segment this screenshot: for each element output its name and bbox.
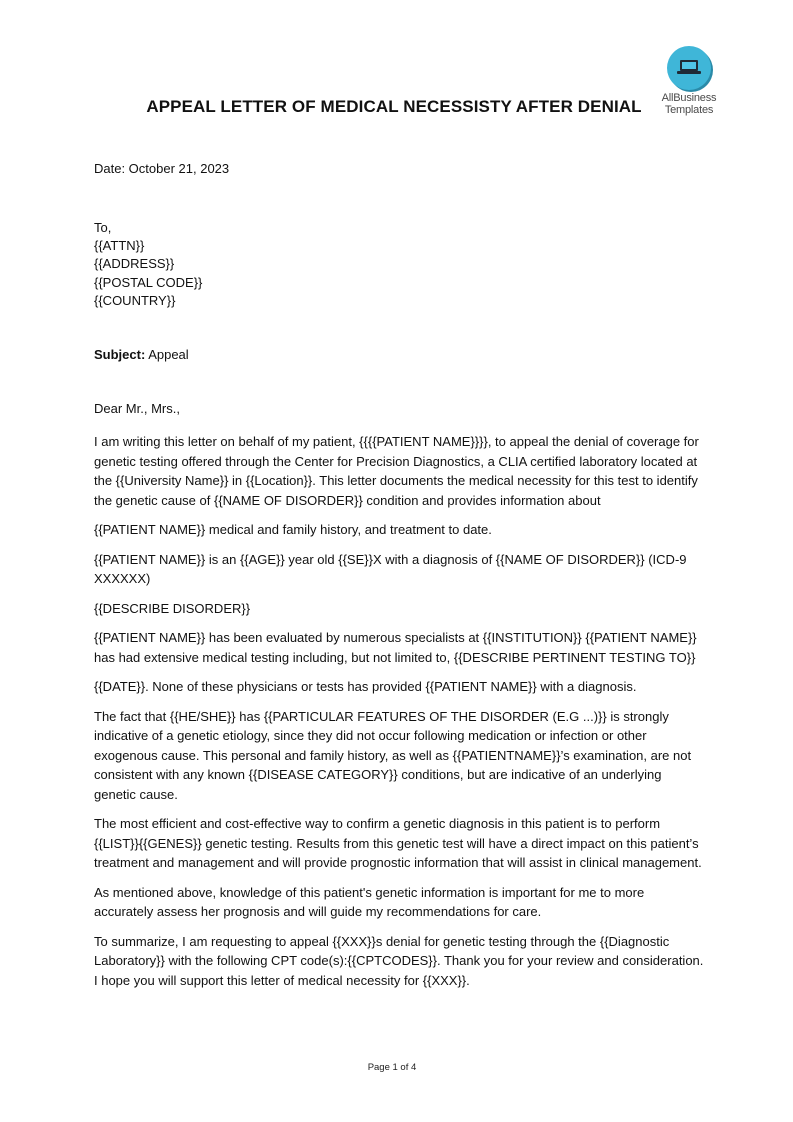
body-paragraph: I am writing this letter on behalf of my patient, {{{{PATIENT NAME}}}}, to appeal the denial of coverage for genetic testing offered through the Center for Precision Diagnostics, a CLIA certified laboratory located at the {{University Name}} in {{Location}}. This letter documents the medical necessity for this test to identify the genetic cause of {{NAME OF DISORDER}} condition and provides information about (94, 434, 699, 508)
body-paragraph: The most efficient and cost-effective way to confirm a genetic diagnosis in this patient is to perform {{LIST}}{{GENES}} genetic testing. Results from this genetic test will have a direct impact on this patient’s treatment and management and will provide prognostic information that will assist in clinical management. (94, 816, 702, 870)
document-title: APPEAL LETTER OF MEDICAL NECESSISTY AFTER DENIAL (146, 97, 642, 116)
date-line: Date: October 21, 2023 (94, 161, 230, 176)
body-paragraph: The fact that {{HE/SHE}} has {{PARTICULAR FEATURES OF THE DISORDER (E.G ...)}} is strongly indicative of a genetic etiology, since they did not occur following medication or infection or other exogenous cause. This personal and family history, as well as {{PATIENTNAME}}’s examination, are not consistent with any known {{DISEASE CATEGORY}} conditions, but are indicative of an underlying genetic cause. (94, 708, 692, 802)
recipient-block (94, 219, 704, 310)
page-number: Page 1 of 4 (367, 1062, 417, 1073)
recipient-attn: {{ATTN}} (94, 238, 145, 254)
body-paragraph: {{DATE}}. None of these physicians or tests has provided {{PATIENT NAME}} with a diagnosis. (94, 679, 637, 694)
recipient-country: {{COUNTRY}} (94, 292, 176, 308)
body-paragraph: As mentioned above, knowledge of this patient's genetic information is important for me to more accurately assess her prognosis and will guide my recommendations for care. (94, 884, 645, 919)
subject-line (94, 345, 704, 364)
subject-block (94, 345, 704, 364)
logo-line-2: Templates (664, 104, 714, 116)
body-paragraph: {{DESCRIBE DISORDER}} (94, 600, 251, 616)
body-paragraph: {{PATIENT NAME}} has been evaluated by numerous specialists at {{INSTITUTION}} {{PATIENT NAME}} has had extensive medical testing including, but not limited to, {{DESCRIBE PERTINENT TESTING TO}} (94, 630, 697, 665)
subject-label: Subject: (94, 347, 146, 362)
date-block (94, 159, 704, 178)
logo-line-1: AllBusiness (661, 92, 717, 104)
laptop-icon (676, 59, 702, 75)
body-text (94, 432, 704, 990)
body-paragraph: {{PATIENT NAME}} medical and family history, and treatment to date. (94, 522, 492, 537)
recipient-address: {{ADDRESS}} (94, 256, 175, 272)
salutation-block (94, 399, 704, 418)
body-paragraph: To summarize, I am requesting to appeal {{XXX}}s denial for genetic testing through the {{Diagnostic Laboratory}} with the following CPT code(s):{{CPTCODES}}. Thank you for your review and consideration. I hope you will support this letter of medical necessity for {{XXX}}. (94, 933, 704, 988)
logo-badge (667, 46, 711, 90)
subject-value: Appeal (145, 347, 189, 362)
recipient-to: To, (94, 220, 112, 235)
salutation: Dear Mr., Mrs., (94, 401, 180, 416)
recipient-postal-code: {{POSTAL CODE}} (94, 274, 203, 290)
body-paragraph: {{PATIENT NAME}} is an {{AGE}} year old {{SE}}X with a diagnosis of {{NAME OF DISORDER}} (ICD-9 XXXXXX) (94, 551, 687, 586)
